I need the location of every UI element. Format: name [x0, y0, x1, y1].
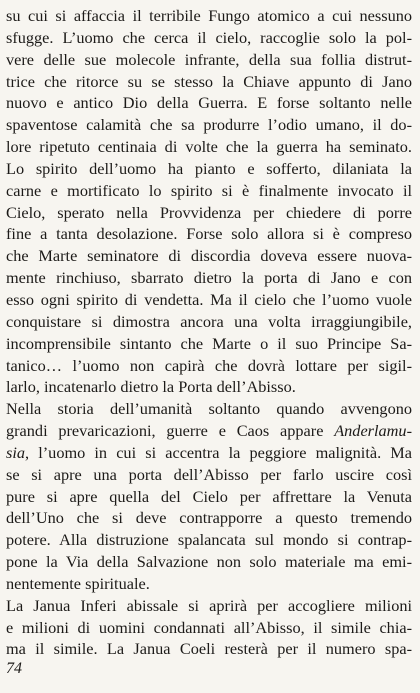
text-line: conquistare si dimostra ancora una volta irraggiungibile, [6, 311, 412, 331]
text-line: ma il simile. La Janua Coeli resterà per il numero spa- [6, 639, 412, 659]
text-line: esso ogni spirito di vendetta. Ma il cielo che l’uomo vuole [6, 289, 412, 309]
text-line: La Janua Inferi abissale si aprirà per accogliere milioni [6, 595, 412, 615]
text-line: mente rinchiuso, sbarrato dietro la porta di Jano e con [6, 268, 412, 288]
text-line: lore ripetuto centinaia di volte che la guerra ha seminato. [6, 137, 412, 157]
text-line: dell’Uno che si deve contrapporre a questo tremendo [6, 508, 412, 528]
text-line: grandi prevaricazioni, guerre e Caos appare Anderlamu- [6, 421, 412, 441]
text-line: incomprensibile sintanto che Marte o il suo Principe Sa- [6, 333, 412, 353]
page-number: 74 [6, 660, 22, 677]
text-line: e milioni di uomini condannati all’Abisso, il simile chia- [6, 617, 412, 637]
text-line: trice che ritorce su se stesso la Chiave appunto di Jano [6, 71, 412, 91]
text-line: spaventose calamità che sa produrre l’odio umano, il do- [6, 115, 412, 135]
text-line: Lo spirito dell’uomo ha pianto e sofferto, dilaniata la [6, 158, 412, 178]
text-line: Nella storia dell’umanità soltanto quando avvengono [6, 399, 412, 419]
text-line: nentemente spirituale. [6, 573, 150, 593]
text-line: sfugge. L’uomo che cerca il cielo, raccoglie solo la pol- [6, 27, 412, 47]
text-line: carne e mortificato lo spirito si è finalmente invocato il [6, 180, 412, 200]
text-line: pone la Via della Salvazione non solo materiale ma emi- [6, 552, 412, 572]
text-line: sia, l’uomo in cui si accentra la peggiore malignità. Ma [6, 442, 412, 462]
text-line: pure si apre quella del Cielo per affrettare la Venuta [6, 486, 412, 506]
text-line: vere delle sue molecole infrante, della sua follia distrut- [6, 49, 412, 69]
text-line: su cui si affaccia il terribile Fungo atomico a cui nessuno [6, 6, 412, 25]
text-line: larlo, incatenarlo dietro la Porta dell’Abisso. [6, 377, 296, 397]
text-line: Cielo, sperato nella Provvidenza per chiedere di porre [6, 202, 412, 222]
text-line: potere. Alla distruzione spalancata sul mondo si contrap- [6, 530, 412, 550]
body-text [6, 5, 412, 660]
text-line: che Marte seminatore di discordia doveva essere nuova- [6, 246, 412, 266]
text-line: se si apre una porta dell’Abisso per farlo uscire così [6, 464, 412, 484]
text-line: tanico… l’uomo non capirà che dovrà lottare per sigil- [6, 355, 412, 375]
text-line: nuovo e antico Dio della Guerra. E forse soltanto nelle [6, 93, 412, 113]
text-line: fine a tanta desolazione. Forse solo allora si è compreso [6, 224, 412, 244]
